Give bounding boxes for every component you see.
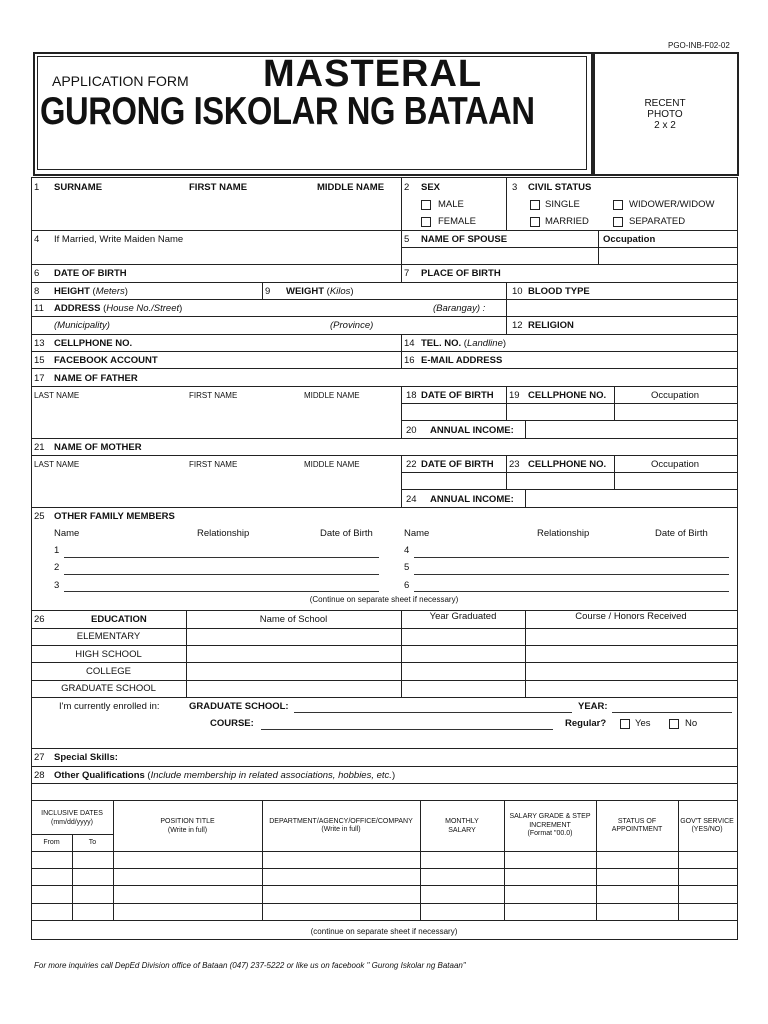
female-checkbox[interactable]	[421, 217, 431, 227]
appointment-header: APPOINTMENT	[611, 826, 663, 833]
family-row-line[interactable]	[414, 574, 729, 575]
photo-label-2: PHOTO	[647, 109, 683, 120]
father-income-label: ANNUAL INCOME:	[430, 425, 514, 436]
mother-dob-label: DATE OF BIRTH	[421, 459, 494, 470]
item-number: 7	[404, 268, 410, 279]
place-of-birth-label: PLACE OF BIRTH	[421, 268, 501, 279]
mother-income-label: ANNUAL INCOME:	[430, 494, 514, 505]
family-name-header: Name	[54, 528, 80, 539]
salary-header: SALARY	[448, 827, 476, 834]
height-label: HEIGHT (Meters)	[54, 286, 128, 297]
family-dob-header: Date of Birth	[320, 528, 373, 539]
separated-checkbox[interactable]	[613, 217, 623, 227]
email-label: E-MAIL ADDRESS	[421, 355, 503, 366]
family-row-number: 5	[404, 562, 410, 573]
monthly-header: MONTHLY	[445, 818, 479, 825]
item-number: 21	[34, 442, 45, 453]
item-number: 6	[34, 268, 40, 279]
item-number: 1	[34, 182, 40, 193]
regular-yes-checkbox[interactable]	[620, 719, 630, 729]
graduate-school-label: GRADUATE SCHOOL	[61, 683, 156, 694]
department-sub: (Write in full)	[321, 826, 361, 833]
salary-grade-header: SALARY GRADE & STEP	[509, 813, 591, 820]
regular-no-label: No	[685, 718, 698, 729]
mother-first-name-label: FIRST NAME	[189, 460, 238, 469]
inclusive-dates-header: INCLUSIVE DATES	[41, 810, 103, 817]
position-title-header: POSITION TITLE	[160, 818, 215, 825]
item-number: 22	[406, 459, 417, 470]
separated-label: SEPARATED	[629, 216, 686, 227]
school-name-header: Name of School	[259, 614, 328, 625]
item-number: 12	[512, 320, 523, 331]
high-school-label: HIGH SCHOOL	[75, 649, 142, 660]
spouse-label: NAME OF SPOUSE	[421, 234, 508, 245]
grad-school-field[interactable]	[294, 712, 572, 713]
item-number: 10	[512, 286, 523, 297]
item-number: 2	[404, 182, 410, 193]
regular-label: Regular?	[565, 718, 607, 729]
item-number: 18	[406, 390, 417, 401]
masteral-title: MASTERAL	[263, 53, 483, 95]
civil-status-label: CIVIL STATUS	[528, 182, 592, 193]
family-members-label: OTHER FAMILY MEMBERS	[54, 511, 175, 522]
year-graduated-header: Year Graduated	[429, 611, 497, 622]
regular-yes-label: Yes	[635, 718, 651, 729]
address-label: ADDRESS (House No./Street)	[54, 303, 183, 314]
sex-label: SEX	[421, 182, 441, 193]
family-row-number: 2	[54, 562, 60, 573]
item-number: 3	[512, 182, 518, 193]
item-number: 17	[34, 373, 45, 384]
photo-label-3: 2 x 2	[654, 120, 676, 131]
footer-note: For more inquiries call DepEd Division office of Bataan (047) 237-5222 or like us on facebook " Gurong Iskolar ng Bataan"	[34, 961, 466, 970]
date-of-birth-label: DATE OF BIRTH	[54, 268, 127, 279]
family-row-number: 6	[404, 580, 410, 591]
mother-occupation-label: Occupation	[651, 459, 700, 470]
govt-service-sub: (YES/NO)	[691, 826, 723, 833]
item-number: 5	[404, 234, 410, 245]
barangay-label: (Barangay) :	[433, 303, 486, 314]
inclusive-dates-format: (mm/dd/yyyy)	[51, 819, 93, 826]
tel-label: TEL. NO. (Landline)	[421, 338, 507, 349]
father-last-name-label: LAST NAME	[34, 391, 80, 400]
item-number: 28	[34, 770, 45, 781]
family-row-line[interactable]	[414, 557, 729, 558]
married-checkbox[interactable]	[530, 217, 540, 227]
mother-last-name-label: LAST NAME	[34, 460, 80, 469]
regular-no-checkbox[interactable]	[669, 719, 679, 729]
enrolled-label: I'm currently enrolled in:	[59, 701, 160, 712]
item-number: 24	[406, 494, 417, 505]
family-relationship-header: Relationship	[197, 528, 250, 539]
blood-type-label: BLOOD TYPE	[528, 286, 590, 297]
position-title-sub: (Write in full)	[167, 827, 208, 834]
year-label: YEAR:	[578, 701, 608, 712]
family-relationship-header-2: Relationship	[537, 528, 590, 539]
course-label: COURSE:	[210, 718, 254, 729]
family-name-header-2: Name	[404, 528, 430, 539]
course-field[interactable]	[261, 729, 553, 730]
item-number: 8	[34, 286, 40, 297]
mother-cell-label: CELLPHONE NO.	[528, 459, 607, 470]
item-number: 13	[34, 338, 45, 349]
family-row-line[interactable]	[64, 557, 379, 558]
page-title: GURONG ISKOLAR NG BATAAN	[40, 90, 535, 133]
grad-school-label: GRADUATE SCHOOL:	[189, 701, 289, 712]
father-cell-label: CELLPHONE NO.	[528, 390, 607, 401]
item-number: 20	[406, 425, 417, 436]
family-continue-note: (Continue on separate sheet if necessary)	[309, 595, 459, 604]
from-header: From	[43, 839, 60, 846]
family-row-line[interactable]	[64, 574, 379, 575]
family-dob-header-2: Date of Birth	[655, 528, 708, 539]
spouse-occupation-label: Occupation	[603, 234, 656, 245]
female-label: FEMALE	[438, 216, 477, 227]
elementary-label: ELEMENTARY	[76, 631, 141, 642]
salary-grade-format: (Format "00.0)	[527, 830, 573, 837]
single-checkbox[interactable]	[530, 200, 540, 210]
salary-grade-increment: INCREMENT	[529, 822, 571, 829]
work-continue-note: (continue on separate sheet if necessary)	[310, 927, 458, 936]
education-label: EDUCATION	[91, 614, 147, 625]
father-middle-name-label: MIDDLE NAME	[304, 391, 360, 400]
family-row-number: 3	[54, 580, 60, 591]
male-checkbox[interactable]	[421, 200, 431, 210]
item-number: 4	[34, 234, 40, 245]
widower-checkbox[interactable]	[613, 200, 623, 210]
photo-label-1: RECENT	[644, 98, 686, 109]
family-row-number: 1	[54, 545, 60, 556]
item-number: 26	[34, 614, 45, 625]
other-qualifications-label: Other Qualifications (Include membership in related associations, hobbies, etc.)	[54, 770, 396, 781]
to-header: To	[88, 839, 97, 846]
item-number: 19	[509, 390, 520, 401]
maiden-name-label: If Married, Write Maiden Name	[54, 234, 184, 245]
father-name-label: NAME OF FATHER	[54, 373, 138, 384]
status-header: STATUS OF	[617, 818, 657, 825]
municipality-label: (Municipality)	[54, 320, 110, 331]
mother-name-label: NAME OF MOTHER	[54, 442, 142, 453]
male-label: MALE	[438, 199, 464, 210]
married-label: MARRIED	[545, 216, 589, 227]
family-row-line[interactable]	[414, 591, 729, 592]
item-number: 15	[34, 355, 45, 366]
province-label: (Province)	[330, 320, 374, 331]
item-number: 27	[34, 752, 45, 763]
item-number: 25	[34, 511, 45, 522]
item-number: 11	[34, 303, 44, 314]
facebook-label: FACEBOOK ACCOUNT	[54, 355, 158, 366]
mother-middle-name-label: MIDDLE NAME	[304, 460, 360, 469]
family-row-number: 4	[404, 545, 410, 556]
widower-label: WIDOWER/WIDOW	[629, 199, 715, 210]
middle-name-label: MIDDLE NAME	[317, 182, 385, 193]
father-dob-label: DATE OF BIRTH	[421, 390, 494, 401]
form-code: PGO-INB-F02-02	[668, 41, 730, 50]
religion-label: RELIGION	[528, 320, 574, 331]
college-label: COLLEGE	[86, 666, 131, 677]
father-occupation-label: Occupation	[651, 390, 700, 401]
father-first-name-label: FIRST NAME	[189, 391, 238, 400]
surname-label: SURNAME	[54, 182, 103, 193]
weight-label: WEIGHT (Kilos)	[286, 286, 354, 297]
cellphone-label: CELLPHONE NO.	[54, 338, 133, 349]
course-honors-header: Course / Honors Received	[575, 611, 687, 622]
first-name-label: FIRST NAME	[189, 182, 248, 193]
family-row-line[interactable]	[64, 591, 379, 592]
special-skills-label: Special Skills:	[54, 752, 118, 763]
item-number: 23	[509, 459, 520, 470]
item-number: 16	[404, 355, 415, 366]
application-form-label: APPLICATION FORM	[52, 73, 189, 89]
item-number: 14	[404, 338, 415, 349]
item-number: 9	[265, 286, 271, 297]
govt-service-header: GOV'T SERVICE	[680, 818, 734, 825]
single-label: SINGLE	[545, 199, 580, 210]
department-header: DEPARTMENT/AGENCY/OFFICE/COMPANY	[269, 818, 413, 825]
year-field[interactable]	[612, 712, 732, 713]
